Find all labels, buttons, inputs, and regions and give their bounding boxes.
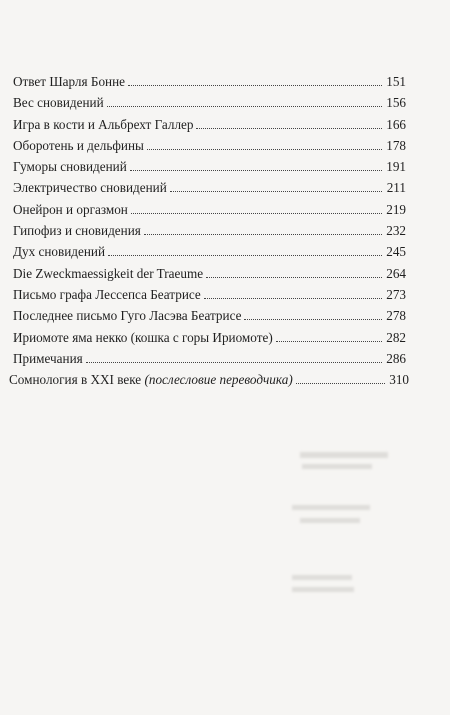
- toc-entry-title-main: Сомнология в XXI веке: [9, 372, 142, 388]
- toc-entry-page: 166: [386, 116, 406, 132]
- dot-leader: [206, 277, 382, 278]
- toc-entry-title: Онейрон и оргазмон: [13, 201, 128, 217]
- toc-entry: [13, 159, 406, 180]
- toc-entry: [13, 95, 406, 116]
- dot-leader: [131, 213, 382, 214]
- dot-leader: [244, 319, 382, 320]
- toc-entry-title: Гуморы сновидений: [13, 159, 127, 175]
- toc-entry-page: 151: [386, 74, 406, 89]
- dot-leader: [276, 341, 382, 342]
- toc-entry-page: 286: [386, 350, 406, 366]
- show-through-mark: [300, 518, 360, 523]
- dot-leader: [144, 234, 382, 235]
- show-through-mark: [292, 575, 352, 580]
- toc-entry-title: Электричество сновидений: [13, 180, 167, 196]
- toc-entry: [13, 244, 406, 265]
- dot-leader: [108, 255, 382, 256]
- dot-leader: [147, 149, 382, 150]
- toc-entry: [13, 223, 406, 244]
- dot-leader: [86, 362, 382, 363]
- toc-entry-page: 191: [386, 159, 406, 175]
- dot-leader: [170, 191, 382, 192]
- show-through-mark: [302, 464, 372, 469]
- dot-leader: [204, 298, 382, 299]
- toc-entry: [13, 138, 406, 159]
- toc-entry-page: 178: [386, 137, 406, 153]
- toc-entry-title: Вес сновидений: [13, 95, 104, 111]
- toc-entry: [13, 266, 406, 287]
- show-through-mark: [300, 452, 388, 458]
- toc-entry: [13, 180, 406, 201]
- toc-entry-page: 219: [386, 201, 406, 217]
- dot-leader: [196, 128, 382, 129]
- toc-entry-title-italic: (послесловие переводчика): [144, 372, 293, 388]
- toc-entry: [13, 202, 406, 223]
- show-through-mark: [292, 505, 370, 510]
- toc-entry-title: Die Zweckmaessigkeit der Traeume: [13, 265, 204, 281]
- toc-entry-page: 264: [386, 265, 406, 281]
- dot-leader: [107, 106, 382, 107]
- toc-entry-title: [9, 372, 293, 388]
- toc-entry-title: Игра в кости и Альбрехт Галлер: [13, 116, 194, 132]
- toc-entry: [13, 330, 406, 351]
- toc-entry-page: 278: [386, 308, 406, 324]
- toc-entry-title: Ответ Шарля Бонне: [13, 74, 126, 89]
- dot-leader: [296, 383, 385, 384]
- toc-entry-page: 232: [386, 223, 406, 239]
- toc-entry-page: 156: [386, 95, 406, 111]
- toc-entry-page: 245: [386, 244, 406, 260]
- toc-entry: [13, 117, 406, 138]
- toc-entry: [13, 351, 406, 372]
- dot-leader: [128, 85, 382, 86]
- toc-entry-title: Гипофиз и сновидения: [13, 223, 141, 239]
- dot-leader: [130, 170, 382, 171]
- toc-entry: [9, 372, 409, 393]
- toc-entry-title: Ириомоте яма некко (кошка с горы Ириомоте): [13, 329, 273, 345]
- toc-entry-title: Оборотень и дельфины: [13, 137, 144, 153]
- toc-entry-page: 282: [386, 329, 406, 345]
- toc-entry-page: 273: [386, 286, 406, 302]
- toc-entry: [13, 74, 406, 95]
- toc-entry: [13, 287, 406, 308]
- toc-entry-title: Примечания: [13, 350, 83, 366]
- table-of-contents: [9, 74, 409, 393]
- toc-entry-page: 211: [386, 180, 406, 196]
- show-through-mark: [292, 587, 354, 592]
- toc-entry-title: Письмо графа Лессепса Беатрисе: [13, 286, 201, 302]
- toc-entry: [13, 308, 406, 329]
- toc-entry-title: Дух сновидений: [13, 244, 106, 260]
- toc-entry-page: 310: [389, 372, 409, 388]
- toc-entry-title: Последнее письмо Гуго Ласэва Беатрисе: [13, 308, 242, 324]
